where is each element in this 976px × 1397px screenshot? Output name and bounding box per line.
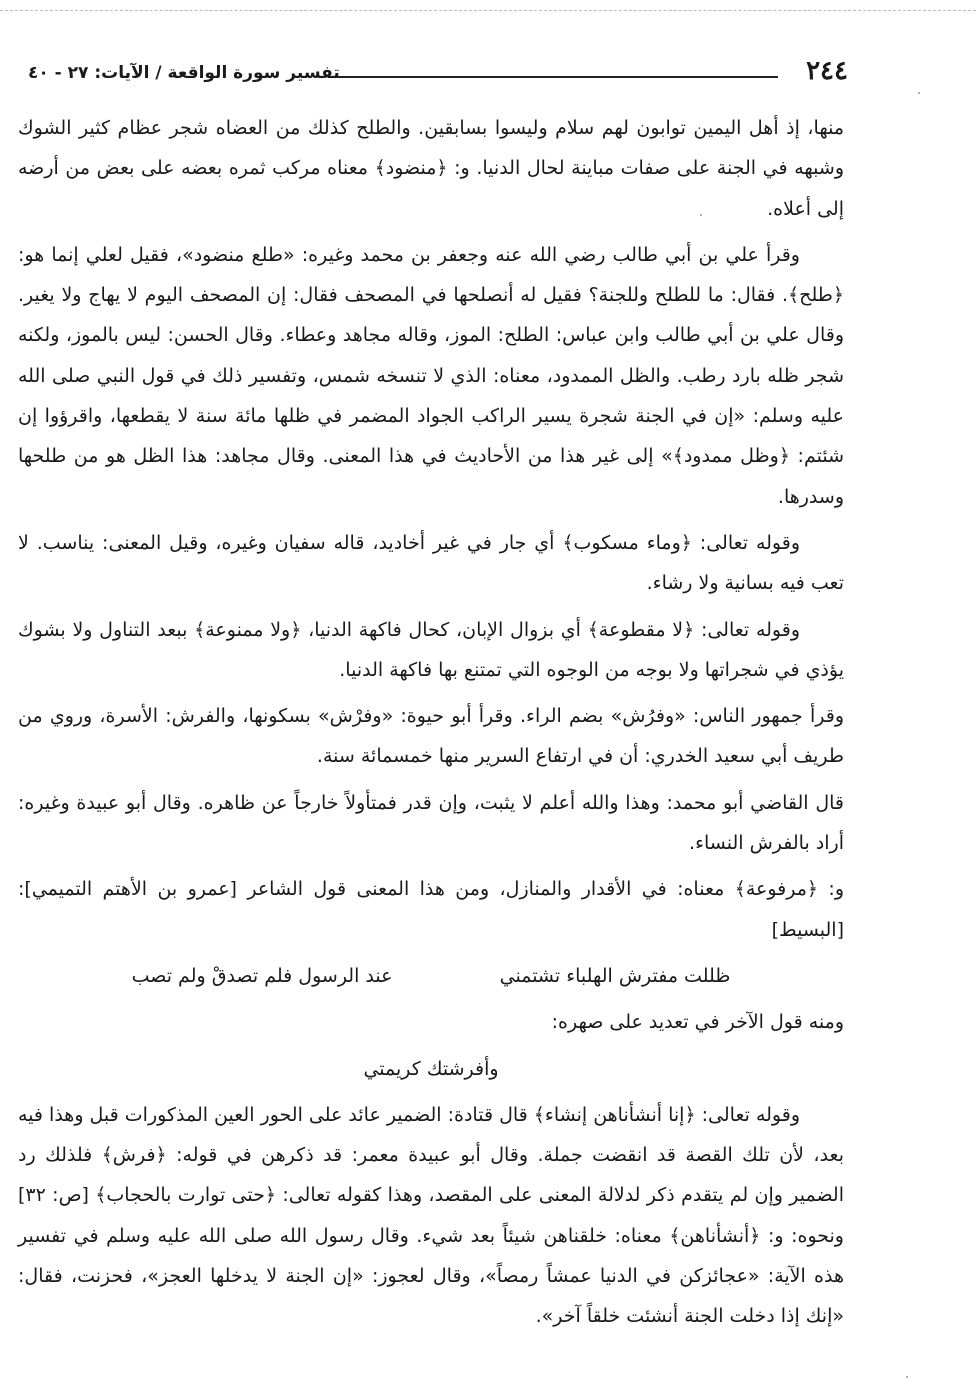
verse-1-second-hemistich: عند الرسول فلم تصدقْ ولم تصب — [131, 964, 393, 987]
scan-speck — [918, 92, 920, 94]
paragraph-4: وقوله تعالى: ﴿لا مقطوعة﴾ أي بزوال الإبان، كحال فاكهة الدنيا، ﴿ولا ممنوعة﴾ ببعد التناول ولا بشوك يؤذي في شجراتها ولا بوجه من الوجوه التي تمتنع بها فاكهة الدنيا. — [18, 618, 844, 681]
paragraph-2: وقرأ علي بن أبي طالب رضي الله عنه وجعفر بن محمد وغيره: «طلع منضود»، فقيل لعلي إنما هو: ﴿طلح﴾. فقال: ما للطلح وللجنة؟ فقيل له أنصلحها في المصحف فقال: إن المصحف اليوم لا يهاج ولا يغير. وقال علي بن أبي طالب وابن عباس: الطلح: الموز، وقاله مجاهد وعطاء. وقال الحسن: ليس بالموز، ولكنه شجر ظله بارد رطب. والظل الممدود، معناه: الذي لا تنسخه شمس، وتفسير ذلك في قول النبي صلى الله عليه وسلم: «إن في الجنة شجرة يسير الراكب الجواد المضمر في ظلها مائة سنة لا يقطعها، واقرؤوا إن شئتم: ﴿وظل ممدود﴾» إلى غير هذا من الأحاديث في هذا المعنى. وقال مجاهد: هذا الظل هو من طلحها وسدرها. — [18, 243, 844, 508]
paragraph-3: وقوله تعالى: ﴿وماء مسكوب﴾ أي جار في غير أخاديد، قاله سفيان وغيره، وقيل المعنى: يناسب. لا تعب فيه بسانية ولا رشاء. — [18, 531, 844, 595]
page-header — [28, 54, 848, 100]
header-rule — [328, 76, 778, 78]
paragraph-8: ومنه قول الآخر في تعديد على صهره: — [551, 1011, 844, 1034]
paragraph-5: وقرأ جمهور الناس: «وفرُش» بضم الراء. وقرأ أبو حيوة: «وفرْش» بسكونها، والفرش: الأسرة، وروي من طريف أبي سعيد الخدري: أن في ارتفاع السرير منها خمسمائة سنة. — [18, 705, 844, 768]
poem-verse-2: وأفرشتك كريمتي — [363, 1057, 499, 1080]
scan-speck — [906, 1376, 908, 1378]
paragraph-6: قال القاضي أبو محمد: وهذا والله أعلم لا يثبت، وإن قدر فمتأولاً خارجاً عن ظاهره. وقال أبو عبيدة وغيره: أراد بالفرش النساء. — [18, 791, 844, 855]
page-body — [18, 108, 844, 1343]
scan-speck — [700, 214, 702, 216]
running-title: تفسير سورة الواقعة / الآيات: ٢٧ - ٤٠ — [28, 63, 340, 83]
scan-top-edge — [0, 10, 976, 11]
verse-1-first-hemistich: ظللت مفترش الهلباء تشتمني — [499, 964, 731, 987]
paragraph-7: و: ﴿مرفوعة﴾ معناه: في الأقدار والمنازل، ومن هذا المعنى قول الشاعر [عمرو بن الأهتم التميمي]: [البسيط] — [18, 878, 844, 941]
paragraph-1: منها، إذ أهل اليمين توابون لهم سلام وليسوا بسابقين. والطلح كذلك من العضاه شجر عظام كثير الشوك وشبهه في الجنة على صفات مباينة لحال الدنيا. و: ﴿منضود﴾ معناه مركب ثمره بعضه على بعض من أرضه إلى أعلاه. — [18, 117, 844, 220]
paragraph-9: وقوله تعالى: ﴿إنا أنشأناهن إنشاء﴾ قال قتادة: الضمير عائد على الحور العين المذكورات قبل وهذا فيه بعد، لأن تلك القصة قد انقضت جملة. وقال أبو عبيدة معمر: قد ذكرهن في قوله: ﴿فرش﴾ فلذلك رد الضمير وإن لم يتقدم ذكر لدلالة المعنى على المقصد، وهذا كقوله تعالى: ﴿حتى توارت بالحجاب﴾ [ص: ٣٢] ونحوه: و: ﴿أنشأناهن﴾ معناه: خلقناهن شيئاً بعد شيء. وقال رسول الله صلى الله عليه وسلم في تفسير هذه الآية: «عجائزكن في الدنيا عمشاً رمصاً»، وقال لعجوز: «إن الجنة لا يدخلها العجز»، فحزنت، فقال: «إنك إذا دخلت الجنة أنشئت خلقاً آخر». — [18, 1103, 844, 1328]
poem-verse-1 — [18, 956, 844, 996]
page-number: ٢٤٤ — [806, 56, 848, 86]
